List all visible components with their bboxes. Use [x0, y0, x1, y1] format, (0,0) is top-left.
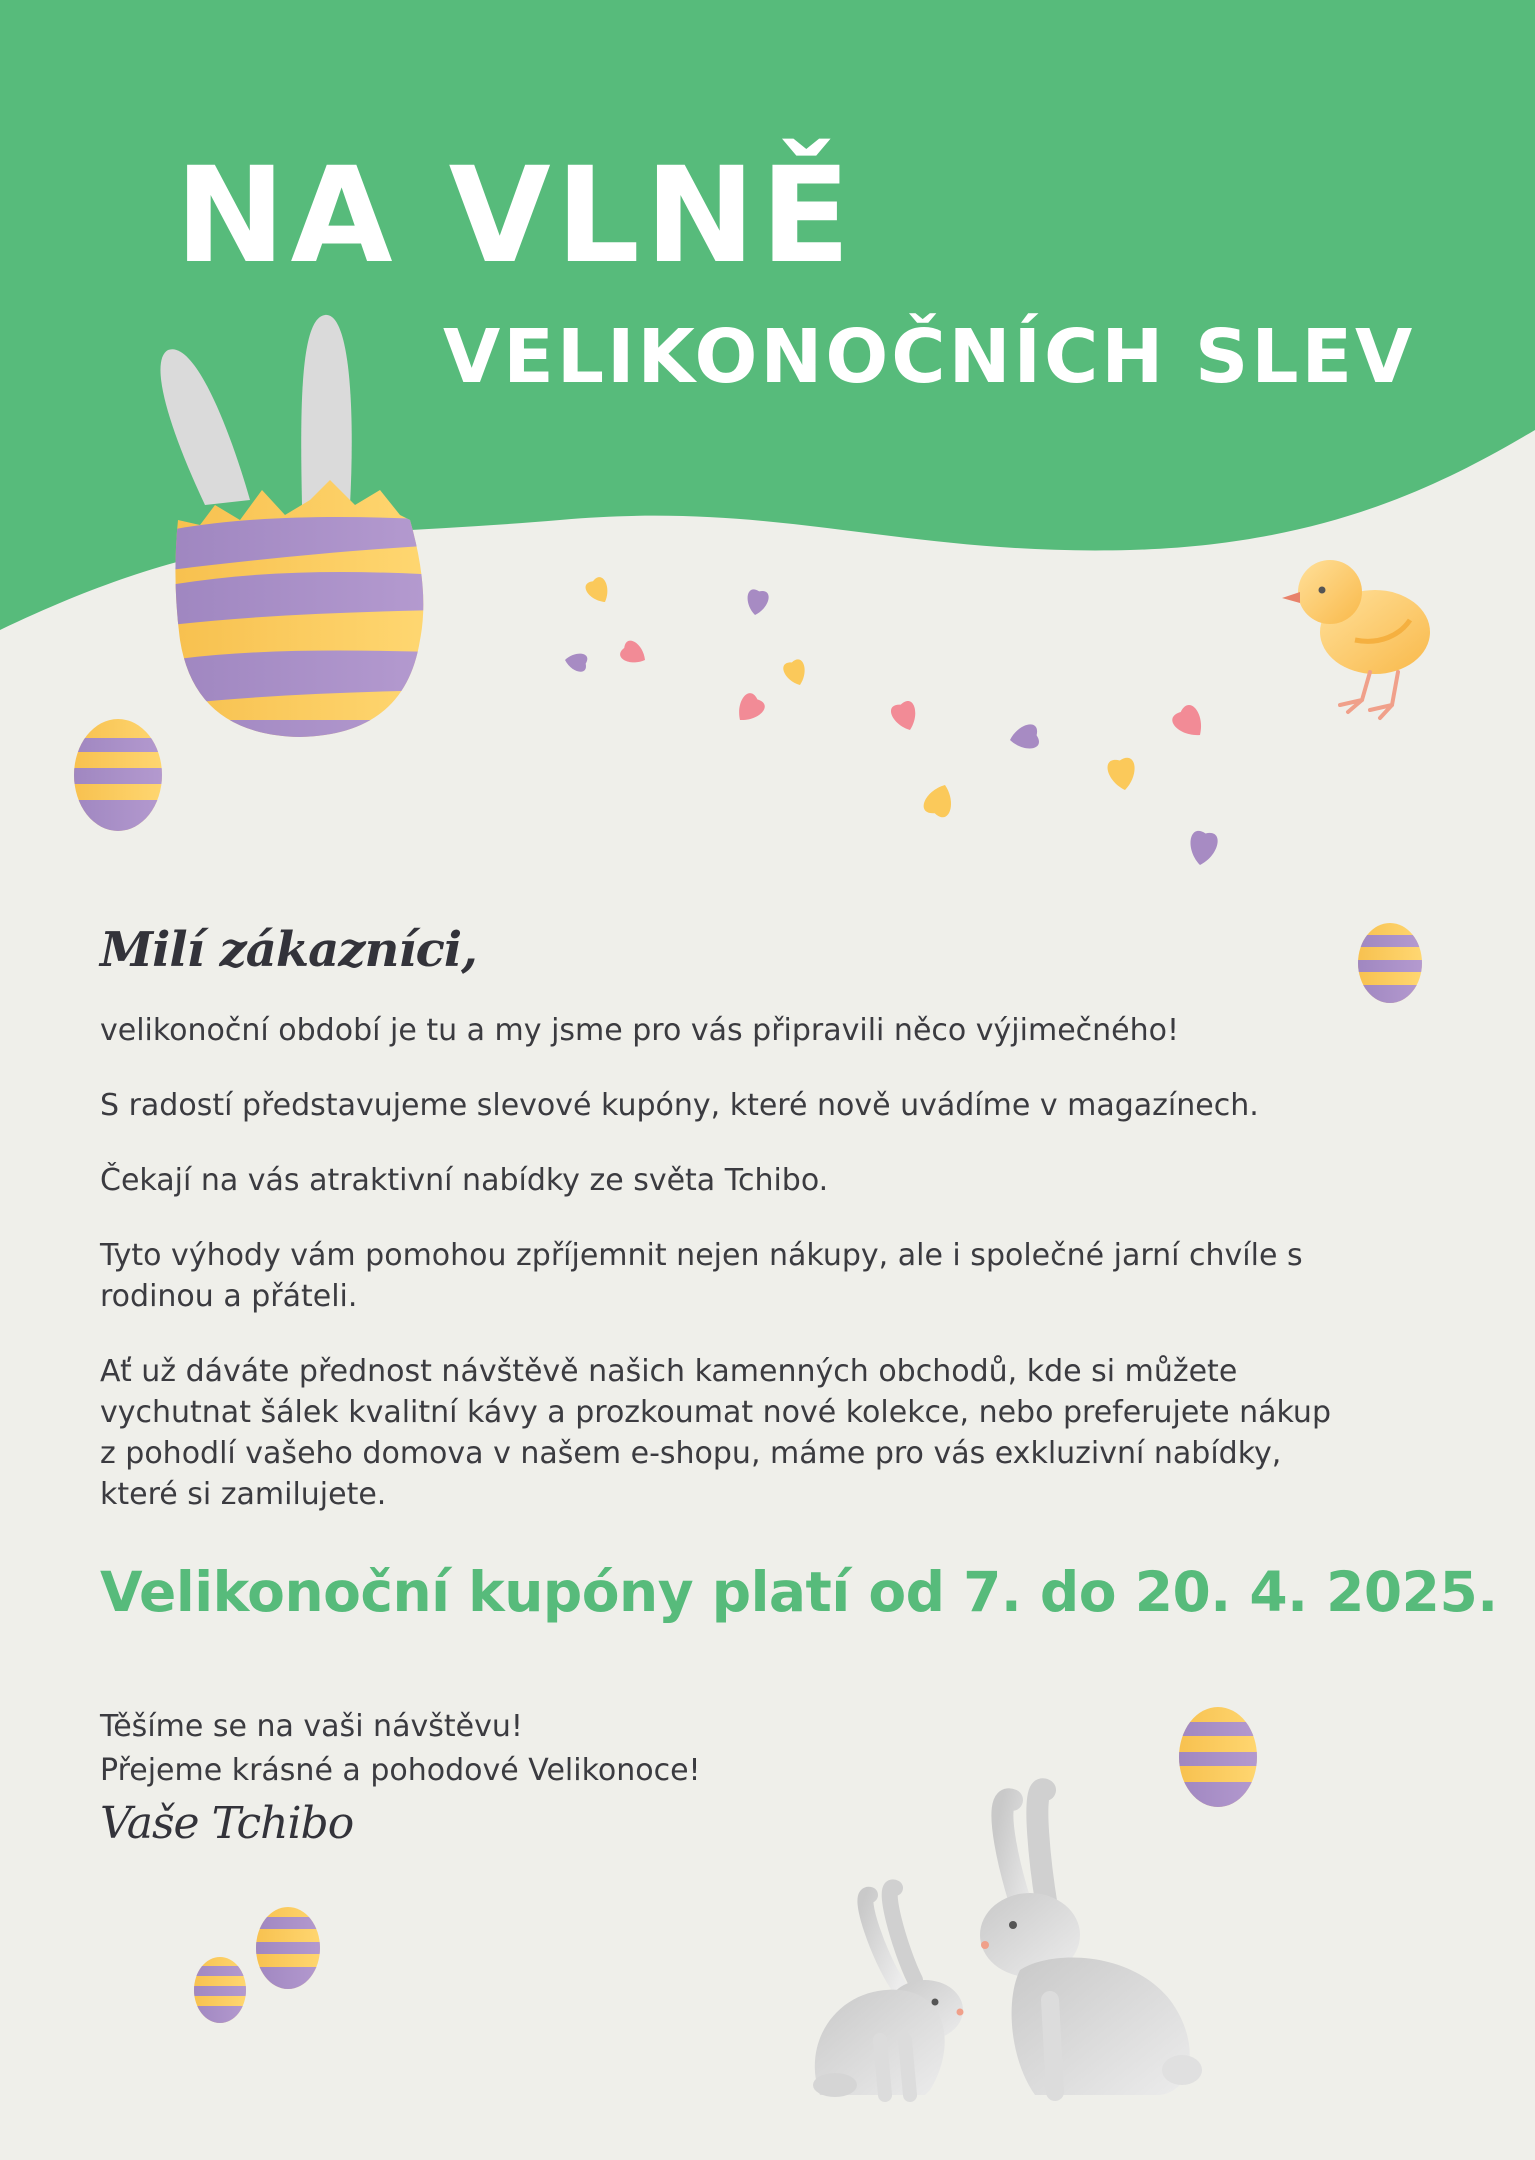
paragraph: S radostí představujeme slevové kupóny, které nově uvádíme v magazínech. — [100, 1088, 1259, 1123]
chick-icon — [1282, 560, 1430, 718]
easter-egg-icon — [1355, 920, 1425, 1010]
closing-line: Přejeme krásné a pohodové Velikonoce! — [100, 1753, 701, 1788]
petal-icon — [563, 575, 1219, 867]
closing — [100, 1705, 701, 1793]
paragraph: Ať už dáváte přednost návštěvě našich kamenných obchodů, kde si můžete vychutnat šálek kvalitní kávy a prozkoumat nové kolekce, nebo preferujete nákup z pohodlí vašeho domova v našem e-shopu, máme pro vás exkluzivní nabídky, které si zamilujete. — [100, 1354, 1331, 1512]
paragraph: Čekají na vás atraktivní nabídky ze světa Tchibo. — [100, 1163, 829, 1198]
letter-body — [100, 1010, 1400, 1549]
rabbit-icon — [813, 1887, 964, 2097]
headline-line-1: NA VLNĚ — [175, 139, 856, 293]
easter-egg-icon — [70, 715, 170, 840]
coupon-validity: Velikonoční kupóny platí od 7. do 20. 4. 2025. — [100, 1560, 1498, 1624]
paragraph: velikonoční období je tu a my jsme pro vás připravili něco výjimečného! — [100, 1013, 1180, 1048]
rabbit-icon — [980, 1789, 1202, 2095]
paragraph: Tyto výhody vám pomohou zpříjemnit nejen nákupy, ale i společné jarní chvíle s rodinou a přáteli. — [100, 1238, 1303, 1314]
easter-egg-icon — [252, 1905, 327, 1995]
easter-egg-icon — [1175, 1705, 1265, 1812]
signature: Vaše Tchibo — [100, 1798, 354, 1849]
closing-line: Těšíme se na vaši návštěvu! — [100, 1709, 523, 1744]
greeting: Milí zákazníci, — [100, 922, 477, 978]
easter-egg-icon — [190, 1955, 250, 2026]
headline-line-2: VELIKONOČNÍCH SLEV — [443, 314, 1416, 400]
